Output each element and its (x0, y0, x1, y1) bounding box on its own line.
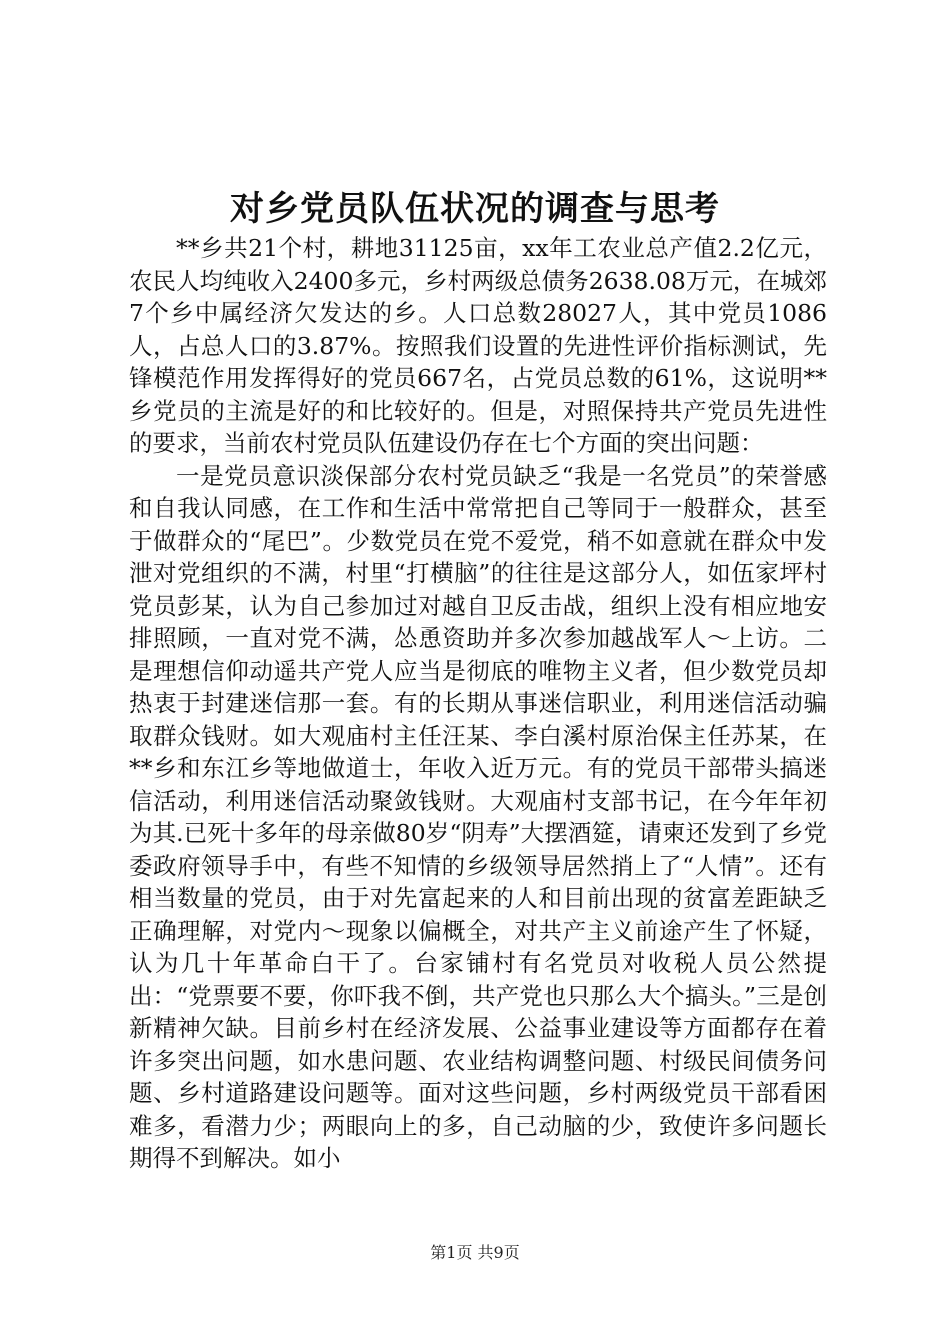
document-body (129, 232, 827, 1175)
paragraph-intro: **乡共21个村，耕地31125亩，xx年工农业总产值2.2亿元，农民人均纯收入2400多元，乡村两级总债务2638.08万元，在城郊7个乡中属经济欠发达的乡。人口总数28027人，其中党员1086人，占总人口的3.87%。按照我们设置的先进性评价指标测试，先锋模范作用发挥得好的党员667名，占党员总数的61%，这说明**乡党员的主流是好的和比较好的。但是，对照保持共产党员先进性的要求，当前农村党员队伍建设仍存在七个方面的突出问题： (129, 234, 827, 457)
paragraph-problems: 一是党员意识淡保部分农村党员缺乏“我是一名党员”的荣誉感和自我认同感，在工作和生活中常常把自己等同于一般群众，甚至于做群众的“尾巴”。少数党员在党不爱党，稍不如意就在群众中发泄对党组织的不满，村里“打横脑”的往往是这部分人，如伍家坪村党员彭某，认为自己参加过对越自卫反击战，组织上没有相应地安排照顾，一直对党不满，怂恿资助并多次参加越战军人～上访。二是理想信仰动遥共产党人应当是彻底的唯物主义者，但少数党员却热衷于封建迷信那一套。有的长期从事迷信职业，利用迷信活动骗取群众钱财。如大观庙村主任汪某、李白溪村原治保主任苏某，在**乡和东江乡等地做道士，年收入近万元。有的党员干部带头搞迷信活动，利用迷信活动聚敛钱财。大观庙村支部书记，在今年年初为其.已死十多年的母亲做80岁“阴寿”大摆酒筵，请柬还发到了乡党委政府领导手中，有些不知情的乡级领导居然捎上了“人情”。还有相当数量的党员，由于对先富起来的人和目前出现的贫富差距缺乏正确理解，对党内～现象以偏概全，对共产主义前途产生了怀疑，认为几十年革命白干了。台家铺村有名党员对收税人员公然提出：“党票要不要，你吓我不倒，共产党也只那么大个搞头。”三是创新精神欠缺。目前乡村在经济发展、公益事业建设等方面都存在着许多突出问题，如水患问题、农业结构调整问题、村级民间债务问题、乡村道路建设问题等。面对这些问题，乡村两级党员干部看困难多，看潜力少；两眼向上的多，自己动脑的少，致使许多问题长期得不到解决。如小 (129, 461, 827, 1172)
document-title: 对乡党员队伍状况的调查与思考 (230, 189, 720, 229)
page-footer: 第1页 共9页 (430, 1243, 520, 1262)
